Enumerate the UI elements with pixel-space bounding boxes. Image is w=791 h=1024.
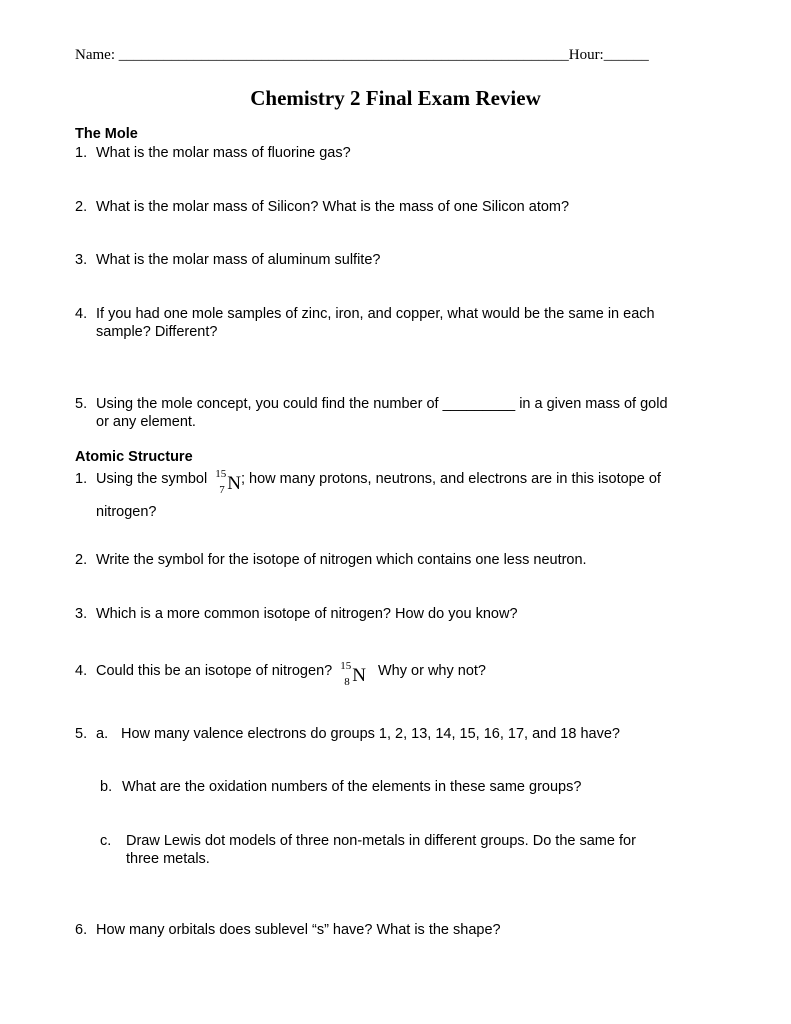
mole-question-1 [75,144,351,162]
question-text-after: Why or why not? [378,663,486,679]
question-text-line-2: or any element. [96,414,196,430]
isotope-symbol-n15-z7 [215,468,241,501]
question-number: 4. [75,306,88,322]
question-text: What are the oxidation numbers of the elements in these same groups? [122,779,582,795]
question-number: 1. [75,471,88,487]
question-text-before: Could this be an isotope of nitrogen? [96,663,333,679]
question-text-line-2: sample? Different? [96,324,218,340]
question-number: 3. [75,606,88,622]
question-text-line-1: Using the mole concept, you could find the number of _________ in a given mass of gold [96,396,668,412]
question-text-line-1: Draw Lewis dot models of three non-metals in different groups. Do the same for [126,833,636,849]
question-text-before: Using the symbol [96,471,208,487]
question-number: 3. [75,252,88,268]
mass-number: 15 [215,468,227,480]
question-number: 5. [75,726,88,742]
atomic-question-5a [75,725,620,743]
mole-question-2 [75,198,569,216]
atomic-number: 7 [219,484,225,496]
question-text-line-2: nitrogen? [96,504,157,520]
element-symbol: N [227,473,241,494]
atomic-question-2 [75,551,587,569]
question-text-line-1: If you had one mole samples of zinc, iron, and copper, what would be the same in each [96,306,655,322]
question-number: 2. [75,199,88,215]
mole-question-4 [75,305,655,341]
question-text: How many orbitals does sublevel “s” have? What is the shape? [96,922,501,938]
mole-question-5 [75,395,668,431]
element-symbol: N [352,665,366,686]
question-text: Write the symbol for the isotope of nitrogen which contains one less neutron. [96,552,587,568]
atomic-question-5c [100,832,636,868]
atomic-question-5b [100,778,581,796]
question-text: What is the molar mass of aluminum sulfite? [96,252,381,268]
sub-question-label: c. [100,833,112,849]
question-text: How many valence electrons do groups 1, 2, 13, 14, 15, 16, 17, and 18 have? [121,726,620,742]
section-heading-mole: The Mole [75,126,138,142]
question-number: 6. [75,922,88,938]
sub-question-label: a. [96,726,109,742]
question-text-line-2: three metals. [126,851,210,867]
atomic-question-1 [75,470,661,521]
question-text-after: ; how many protons, neutrons, and electrons are in this isotope of [240,471,661,487]
sub-question-label: b. [100,779,113,795]
atomic-question-3 [75,605,518,623]
question-number: 1. [75,145,88,161]
page-title: Chemistry 2 Final Exam Review [250,86,541,110]
name-hour-line: Name: ____________________________________________________________Hour:______ [75,47,649,63]
isotope-symbol-n15-z8 [340,660,366,693]
atomic-question-4 [75,662,486,693]
atomic-question-6 [75,921,501,939]
section-heading-atomic-structure: Atomic Structure [75,449,193,465]
question-text: What is the molar mass of Silicon? What is the mass of one Silicon atom? [96,199,570,215]
question-number: 5. [75,396,88,412]
question-text: Which is a more common isotope of nitrogen? How do you know? [96,606,518,622]
question-text: What is the molar mass of fluorine gas? [96,145,351,161]
mass-number: 15 [340,660,352,672]
question-number: 4. [75,663,88,679]
atomic-number: 8 [344,676,350,688]
question-number: 2. [75,552,88,568]
mole-question-3 [75,251,380,269]
